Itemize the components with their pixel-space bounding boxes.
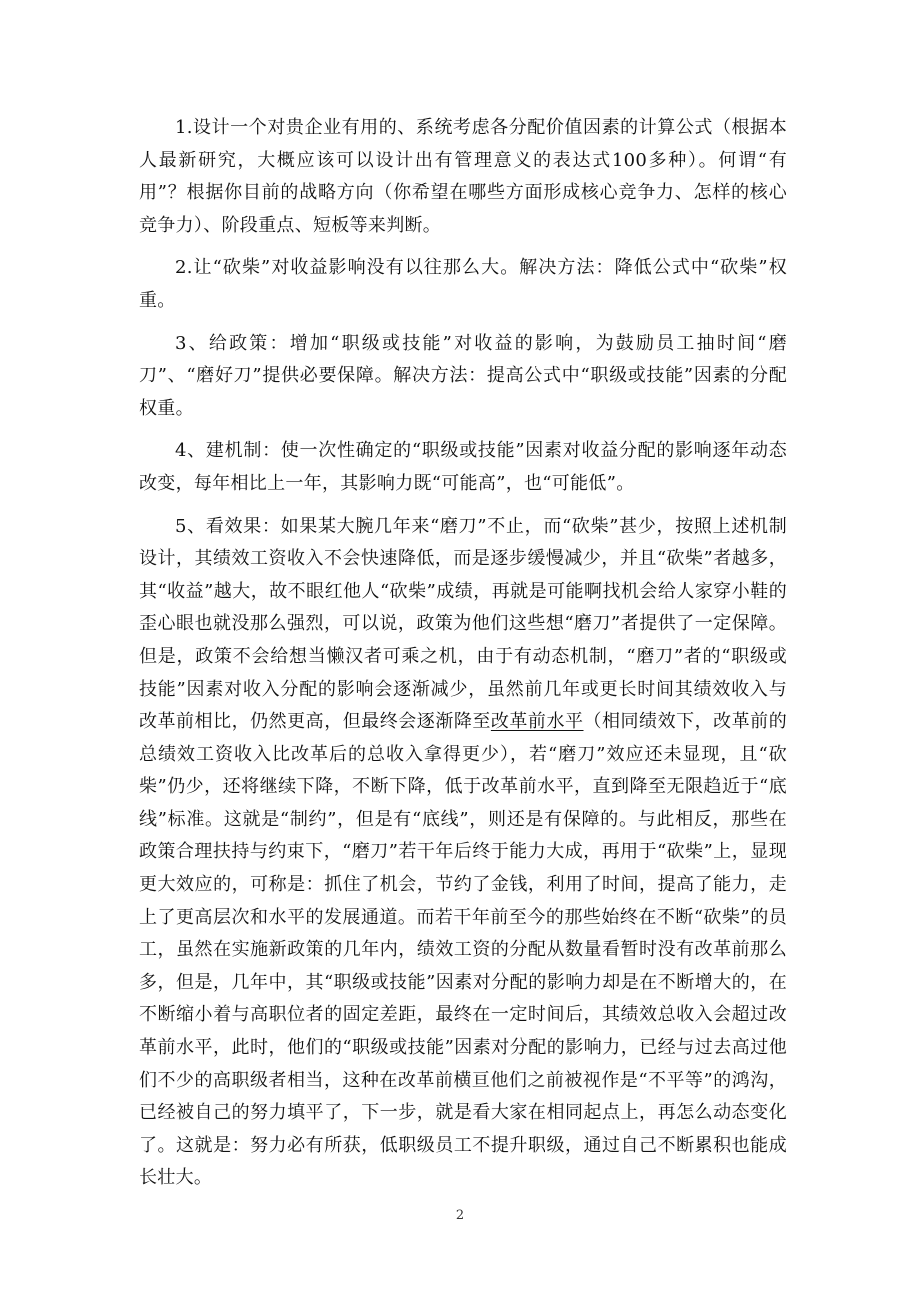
paragraph-4: 4、建机制：使一次性确定的“职级或技能”因素对收益分配的影响逐年动态改变，每年相比上一年，其影响力既“可能高”，也“可能低”。 — [139, 440, 787, 494]
paragraph-5-text-end: （相同绩效下，改革前的总绩效工资收入比改革后的总收入拿得更少），若“磨刀”效应还未显现，且“砍柴”仍少，还将继续下降，不断下降，低于改革前水平，直到降至无限趋近于“底线”标准。这就是“制约”，但是有“底线”，则还是有保障的。与此相反，那些在政策合理扶持与约束下，“磨刀”若干年后终于能力大成，再用于“砍柴”上，显现更大效应的，可称是：抓住了机会，节约了金钱，利用了时间，提高了能力，走上了更高层次和水平的发展通道。而若干年前至今的那些始终在不断“砍柴”的员工，虽然在实施新政策的几年内，绩效工资的分配从数量看暂时没有改革前那么多，但是，几年中，其“职级或技能”因素对分配的影响力却是在不断增大的，在不断缩小着与高职位者的固定差距，最终在一定时间后，其绩效总收入会超过改革前水平，此时，他们的“职级或技能”因素对分配的影响力，已经与过去高过他们不少的高职级者相当，这种在改革前横亘他们之前被视作是“不平等”的鸿沟，已经被自己的努力填平了，下一步，就是看大家在相同起点上，再怎么动态变化了。这就是：努力必有所获，低职级员工不提升职级，通过自己不断累积也能成长壮大。 — [139, 711, 788, 1189]
paragraph-2: 2.让“砍柴”对收益影响没有以往那么大。解决方法：降低公式中“砍柴”权重。 — [139, 257, 787, 311]
document-body — [139, 112, 787, 1205]
paragraph-5-text-start: 5、看效果：如果某大腕几年来“磨刀”不止，而“砍柴”甚少，按照上述机制设计，其绩效工资收入不会快速降低，而是逐步缓慢减少，并且“砍柴”者越多，其“收益”越大，故不眼红他人“砍柴”成绩，再就是可能啊找机会给人家穿小鞋的歪心眼也就没那么强烈，可以说，政策为他们这些想“磨刀”者提供了一定保障。但是，政策不会给想当懒汉者可乘之机，由于有动态机制，“磨刀”者的“职级或技能”因素对收入分配的影响会逐渐减少，虽然前几年或更长时间其绩效收入与改革前相比，仍然更高，但最终会逐渐降至 — [139, 515, 787, 733]
page-number: 2 — [455, 1208, 465, 1223]
paragraph-1: 1.设计一个对贵企业有用的、系统考虑各分配价值因素的计算公式（根据本人最新研究，大概应该可以设计出有管理意义的表达式100多种）。何谓“有用”？根据你目前的战略方向（你希望在哪些方面形成核心竞争力、怎样的核心竞争力）、阶段重点、短板等来判断。 — [139, 117, 787, 236]
paragraph-3: 3、给政策：增加“职级或技能”对收益的影响，为鼓励员工抽时间“磨刀”、“磨好刀”提供必要保障。解决方法：提高公式中“职级或技能”因素的分配权重。 — [139, 332, 787, 419]
underlined-phrase: 改革前水平 — [490, 711, 584, 733]
paragraph-5 — [139, 511, 787, 1195]
